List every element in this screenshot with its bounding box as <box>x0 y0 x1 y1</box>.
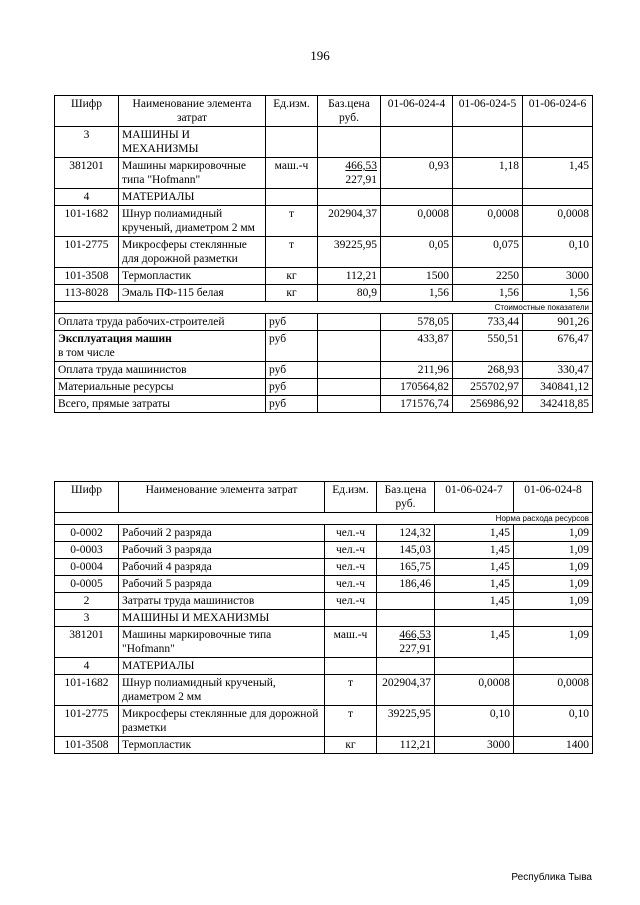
row-name: Термопластик <box>119 268 266 285</box>
row-code: 0-0003 <box>55 542 119 559</box>
row-value-3: 1,45 <box>523 158 593 189</box>
row-value-2: 2250 <box>453 268 523 285</box>
row-code: 381201 <box>55 158 119 189</box>
row-unit: т <box>325 675 377 706</box>
row-name: Машины маркировочные типа "Hofmann" <box>119 627 325 658</box>
header-name: Наименование элемента затрат <box>119 482 325 513</box>
row-unit: т <box>325 706 377 737</box>
row-value-1: 3000 <box>435 737 514 754</box>
subheader-row <box>55 513 593 525</box>
row-price-bottom: 227,91 <box>345 174 377 186</box>
summary-value-3: 342418,85 <box>523 396 593 413</box>
page-number: 196 <box>310 48 330 63</box>
section-name: МАШИНЫ И МЕХАНИЗМЫ <box>119 127 266 158</box>
row-value-1: 1,45 <box>435 627 514 658</box>
table-row <box>55 206 593 237</box>
header-col-3: 01-06-024-6 <box>523 96 593 127</box>
header-col-1: 01-06-024-7 <box>435 482 514 513</box>
row-code: 381201 <box>55 627 119 658</box>
section-row <box>55 610 593 627</box>
row-unit: маш.-ч <box>266 158 318 189</box>
row-value-1: 1,45 <box>435 593 514 610</box>
summary-unit: руб <box>266 379 318 396</box>
row-price: 80,9 <box>318 285 381 302</box>
summary-value-3: 330,47 <box>523 362 593 379</box>
section-name: Затраты труда машинистов <box>119 593 325 610</box>
table-row <box>55 627 593 658</box>
row-value-2: 1,56 <box>453 285 523 302</box>
header-col-2: 01-06-024-8 <box>514 482 593 513</box>
header-base-price: Баз.цена руб. <box>377 482 435 513</box>
table-row <box>55 675 593 706</box>
row-name: Шнур полиамидный крученый, диаметром 2 мм <box>119 675 325 706</box>
row-value-1: 0,10 <box>435 706 514 737</box>
row-unit: чел.-ч <box>325 593 377 610</box>
section-row <box>55 593 593 610</box>
row-value-1: 1,56 <box>381 285 453 302</box>
table-header-row <box>55 96 593 127</box>
row-price: 112,21 <box>318 268 381 285</box>
row-price: 186,46 <box>377 576 435 593</box>
row-name: Рабочий 3 разряда <box>119 542 325 559</box>
row-price: 124,32 <box>377 525 435 542</box>
row-price: 39225,95 <box>377 706 435 737</box>
summary-name: Всего, прямые затраты <box>55 396 266 413</box>
row-name: Эмаль ПФ-115 белая <box>119 285 266 302</box>
table-row <box>55 237 593 268</box>
summary-unit: руб <box>266 362 318 379</box>
header-code: Шифр <box>55 96 119 127</box>
row-value-2: 1,09 <box>514 559 593 576</box>
table-row <box>55 542 593 559</box>
row-value-2: 0,0008 <box>453 206 523 237</box>
row-name: Рабочий 2 разряда <box>119 525 325 542</box>
row-value-3: 1,56 <box>523 285 593 302</box>
table-row <box>55 525 593 542</box>
row-value-2: 0,0008 <box>514 675 593 706</box>
row-unit: т <box>266 237 318 268</box>
row-value-3: 0,10 <box>523 237 593 268</box>
table-subheader: Стоимостные показатели <box>55 302 593 314</box>
summary-value-2: 256986,92 <box>453 396 523 413</box>
summary-row <box>55 396 593 413</box>
row-code: 101-3508 <box>55 268 119 285</box>
summary-value-2: 550,51 <box>453 331 523 362</box>
summary-name: Оплата труда машинистов <box>55 362 266 379</box>
row-unit: маш.-ч <box>325 627 377 658</box>
row-value-1: 1,45 <box>435 525 514 542</box>
summary-value-2: 733,44 <box>453 314 523 331</box>
row-name: Термопластик <box>119 737 325 754</box>
row-value-3: 0,0008 <box>523 206 593 237</box>
row-value-1: 0,0008 <box>435 675 514 706</box>
subheader-row <box>55 302 593 314</box>
row-code: 101-2775 <box>55 237 119 268</box>
row-price: 145,03 <box>377 542 435 559</box>
summary-unit: руб <box>266 314 318 331</box>
section-row <box>55 127 593 158</box>
row-value-1: 1,45 <box>435 559 514 576</box>
summary-value-1: 211,96 <box>381 362 453 379</box>
row-unit: кг <box>325 737 377 754</box>
page-footer: Республика Тыва <box>511 872 592 883</box>
row-name: Машины маркировочные типа "Hofmann" <box>119 158 266 189</box>
section-row <box>55 658 593 675</box>
summary-name: Оплата труда рабочих-строителей <box>55 314 266 331</box>
summary-unit: руб <box>266 396 318 413</box>
row-price-top: 466,53 <box>399 629 431 641</box>
row-value-2: 1,09 <box>514 542 593 559</box>
row-name: Микросферы стеклянные для дорожной разметки <box>119 237 266 268</box>
row-value-1: 1,45 <box>435 576 514 593</box>
section-code: 4 <box>55 189 119 206</box>
summary-unit: руб <box>266 331 318 362</box>
row-unit: кг <box>266 285 318 302</box>
summary-row <box>55 379 593 396</box>
table-row <box>55 559 593 576</box>
row-price <box>377 627 435 658</box>
row-price: 112,21 <box>377 737 435 754</box>
section-code: 4 <box>55 658 119 675</box>
row-code: 101-3508 <box>55 737 119 754</box>
section-name: МАТЕРИАЛЫ <box>119 658 325 675</box>
row-name: Микросферы стеклянные для дорожной разметки <box>119 706 325 737</box>
row-price-top: 466,53 <box>345 160 377 172</box>
row-unit: чел.-ч <box>325 525 377 542</box>
section-code: 3 <box>55 610 119 627</box>
row-price-bottom: 227,91 <box>399 643 431 655</box>
summary-value-1: 578,05 <box>381 314 453 331</box>
summary-value-1: 433,87 <box>381 331 453 362</box>
header-col-2: 01-06-024-5 <box>453 96 523 127</box>
row-value-2: 1,09 <box>514 593 593 610</box>
row-code: 0-0002 <box>55 525 119 542</box>
header-base-price: Баз.цена руб. <box>318 96 381 127</box>
row-price: 165,75 <box>377 559 435 576</box>
summary-row <box>55 314 593 331</box>
summary-value-2: 255702,97 <box>453 379 523 396</box>
header-name: Наименование элемента затрат <box>119 96 266 127</box>
row-value-2: 1,09 <box>514 627 593 658</box>
row-value-2: 1,09 <box>514 576 593 593</box>
section-code: 3 <box>55 127 119 158</box>
summary-value-3: 340841,12 <box>523 379 593 396</box>
table-row <box>55 576 593 593</box>
row-price: 202904,37 <box>318 206 381 237</box>
summary-value-1: 170564,82 <box>381 379 453 396</box>
row-value-2: 1,09 <box>514 525 593 542</box>
row-code: 101-1682 <box>55 675 119 706</box>
section-name: МАШИНЫ И МЕХАНИЗМЫ <box>119 610 325 627</box>
header-unit: Ед.изм. <box>266 96 318 127</box>
row-name: Рабочий 5 разряда <box>119 576 325 593</box>
row-unit: чел.-ч <box>325 559 377 576</box>
section-row <box>55 189 593 206</box>
row-value-1: 1500 <box>381 268 453 285</box>
summary-value-1: 171576,74 <box>381 396 453 413</box>
row-value-2: 1400 <box>514 737 593 754</box>
section-name: МАТЕРИАЛЫ <box>119 189 266 206</box>
table-row <box>55 158 593 189</box>
row-value-1: 0,05 <box>381 237 453 268</box>
row-value-1: 0,93 <box>381 158 453 189</box>
table-row <box>55 737 593 754</box>
row-unit: чел.-ч <box>325 542 377 559</box>
header-unit: Ед.изм. <box>325 482 377 513</box>
summary-value-3: 901,26 <box>523 314 593 331</box>
row-name: Рабочий 4 разряда <box>119 559 325 576</box>
row-code: 0-0005 <box>55 576 119 593</box>
summary-row <box>55 331 593 362</box>
summary-row <box>55 362 593 379</box>
row-value-3: 3000 <box>523 268 593 285</box>
row-price <box>318 158 381 189</box>
table-row <box>55 285 593 302</box>
row-name: Шнур полиамидный крученый, диаметром 2 мм <box>119 206 266 237</box>
summary-including: в том числе <box>58 347 115 359</box>
row-value-2: 0,10 <box>514 706 593 737</box>
row-value-2: 1,18 <box>453 158 523 189</box>
row-unit: т <box>266 206 318 237</box>
row-code: 113-8028 <box>55 285 119 302</box>
summary-name: Материальные ресурсы <box>55 379 266 396</box>
summary-name: Эксплуатация машин <box>58 333 172 345</box>
summary-value-3: 676,47 <box>523 331 593 362</box>
row-price: 39225,95 <box>318 237 381 268</box>
resource-table-1 <box>54 95 593 413</box>
resource-table-2 <box>54 481 593 754</box>
table-header-row <box>55 482 593 513</box>
row-code: 0-0004 <box>55 559 119 576</box>
row-code: 101-1682 <box>55 206 119 237</box>
table-row <box>55 268 593 285</box>
row-value-2: 0,075 <box>453 237 523 268</box>
header-col-1: 01-06-024-4 <box>381 96 453 127</box>
row-value-1: 1,45 <box>435 542 514 559</box>
section-code: 2 <box>55 593 119 610</box>
row-price: 202904,37 <box>377 675 435 706</box>
table-row <box>55 706 593 737</box>
summary-value-2: 268,93 <box>453 362 523 379</box>
header-code: Шифр <box>55 482 119 513</box>
summary-name-cell <box>55 331 266 362</box>
row-unit: кг <box>266 268 318 285</box>
row-unit: чел.-ч <box>325 576 377 593</box>
table-subheader: Норма расхода ресурсов <box>55 513 593 525</box>
row-value-1: 0,0008 <box>381 206 453 237</box>
row-code: 101-2775 <box>55 706 119 737</box>
